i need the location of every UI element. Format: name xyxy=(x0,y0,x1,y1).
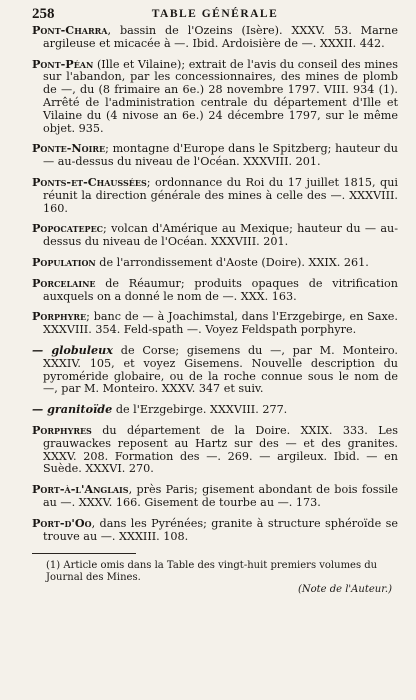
entry-text: de l'Erzgebirge. XXXVIII. 277. xyxy=(112,403,288,417)
footnote-rule xyxy=(32,553,136,554)
entry-subheading: — granitoïde xyxy=(32,402,113,417)
entry-text: , près Paris; gisement abondant de bois fossile au —. XXXV. 166. Gisement de tourbe au —. 173. xyxy=(43,483,398,509)
index-entry xyxy=(32,403,398,417)
index-entry xyxy=(32,24,398,51)
entry-text: , bassin de l'Ozeins (Isère). XXXV. 53. Marne argileuse et micacée à —. Ibid. Ardoisière de —. XXXII. 442. xyxy=(43,24,398,50)
entry-heading: Population xyxy=(32,254,96,269)
index-entry xyxy=(32,424,398,476)
entry-heading: Ponte-Noire xyxy=(32,141,106,156)
entry-heading: Porcelaine xyxy=(32,275,96,290)
index-entry xyxy=(32,58,398,136)
entry-heading: Port-à-l'Anglais xyxy=(32,482,129,497)
entry-text: ; ordonnance du Roi du 17 juillet 1815, qui réunit la direction générale des mines à celle des —. XXXVIII. 160. xyxy=(43,175,398,215)
running-title: TABLE GÉNÉRALE xyxy=(151,8,279,20)
entry-heading: Pont-Péan xyxy=(32,56,94,71)
footnote xyxy=(32,560,398,596)
entry-text: ; montagne d'Europe dans le Spitzberg; hauteur du — au-dessus du niveau de l'Océan. XXXVIII. 201. xyxy=(43,142,398,169)
entry-heading: Popocatepec xyxy=(32,221,104,236)
entry-subheading: — globuleux xyxy=(32,342,113,357)
index-entry xyxy=(32,483,398,510)
entry-heading: Porphyre xyxy=(32,309,87,324)
entry-text: de l'arrondissement d'Aoste (Doire). XXIX. 261. xyxy=(95,255,369,269)
footnote-text: (1) Article omis dans la Table des vingt-huit premiers volumes du Journal des Mines. xyxy=(46,560,378,584)
page-header xyxy=(32,6,398,24)
entry-text: du département de la Doire. XXIX. 333. Les grauwackes reposent au Hartz sur des — et des granites. XXXV. 208. Formation des —. 269. — argileux. Ibid. — en Suède. XXXVI. 270. xyxy=(43,423,398,476)
entry-text: de Réaumur; produits opaques de vitrification auxquels on a donné le nom de —. XXX. 163. xyxy=(43,276,398,303)
index-entry xyxy=(32,176,398,215)
index-entry xyxy=(32,344,398,396)
index-entry xyxy=(32,222,398,249)
index-entry xyxy=(32,310,398,337)
entry-text: de Corse; gisemens du —, par M. Monteiro. XXXIV. 105, et voyez Gisemens. Nouvelle description du pyroméride globaire, ou de la roche connue sous le nom de —, par M. Monteiro. XXXV. 347 et suiv. xyxy=(43,343,398,396)
entry-heading: Porphyres xyxy=(32,422,92,437)
entry-heading: Ponts-et-Chaussées xyxy=(32,174,147,189)
index-entry xyxy=(32,256,398,270)
entry-text: (Ille et Vilaine); extrait de l'avis du conseil des mines sur l'abandon, par les concessionnaires, des mines de plomb de —, du (8 frimaire an 6e.) 28 novembre 1797. VIII. 934 (1). Arrêté de l'administration centrale du département d'Ille et Vilaine du (4 nivose an 6e.) 24 décembre 1797, sur le même objet. 935. xyxy=(43,57,398,135)
entry-text: ; volcan d'Amérique au Mexique; hauteur du — au-dessus du niveau de l'Océan. XXXVIII. 201. xyxy=(43,222,398,249)
index-entry xyxy=(32,277,398,304)
index-entries xyxy=(32,24,398,543)
index-entry xyxy=(32,142,398,169)
entry-text: , dans les Pyrénées; granite à structure sphéroïde se trouve au —. XXXIII. 108. xyxy=(43,516,398,543)
page-number: 258 xyxy=(32,6,55,22)
index-entry xyxy=(32,517,398,544)
entry-text: ; banc de — à Joachimstal, dans l'Erzgebirge, en Saxe. XXXVIII. 354. Feld-spath —. Voyez Feldspath porphyre. xyxy=(43,310,398,337)
entry-heading: Pont-Charra xyxy=(32,23,108,37)
entry-heading: Port-d'Oo xyxy=(32,515,92,530)
footnote-signature: (Note de l'Auteur.) xyxy=(297,584,392,596)
